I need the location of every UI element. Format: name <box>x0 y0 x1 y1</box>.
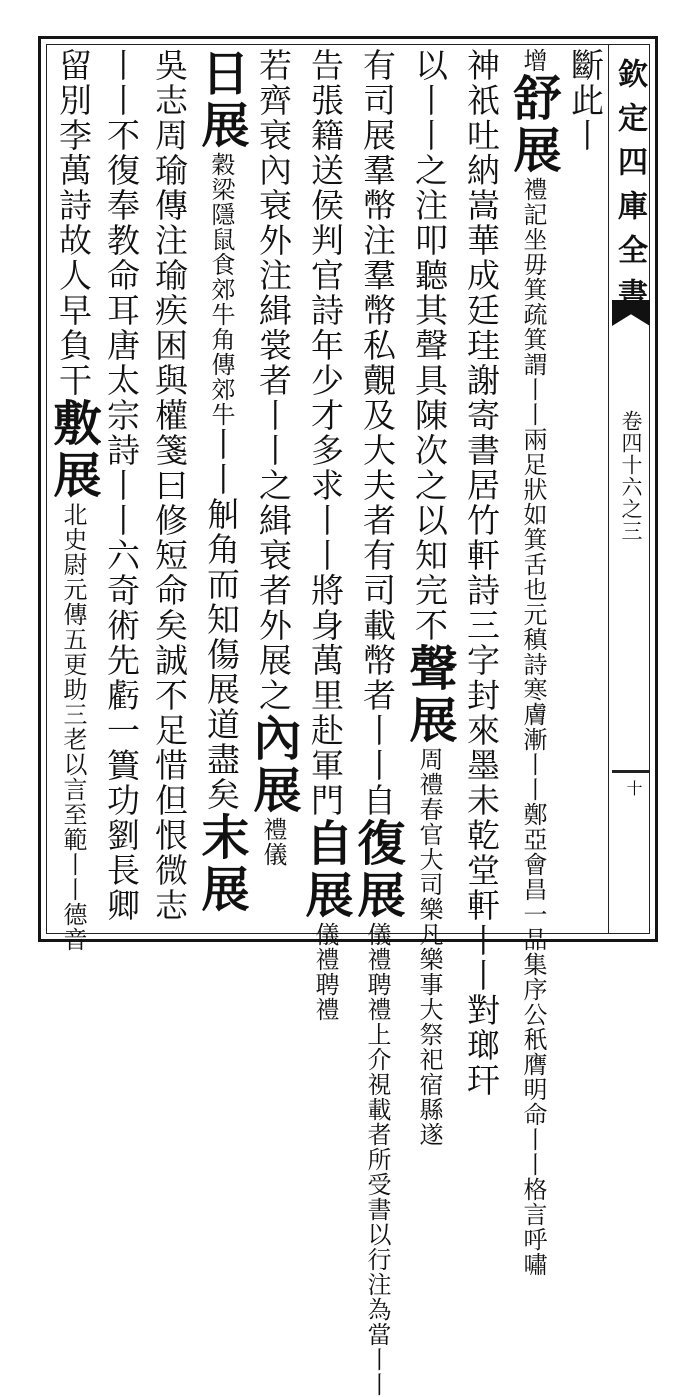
column-text: 斷此丨 <box>566 48 605 153</box>
entry-commentary: 周禮春官大司樂凡樂事大祭祀宿縣遂 <box>415 747 443 1147</box>
column-text: 丨丨觓角而知傷展道盡矣 <box>202 427 241 812</box>
column-text: 若齊衰內衰外注緝裳者丨丨之緝衰者外展之 <box>254 48 293 713</box>
text-column <box>144 48 194 928</box>
entry-commentary: 禮記坐毋箕疏箕謂丨丨兩足狀如箕舌也元稹詩寒膚漸丨丨鄭亞會昌一品集序公秖膺明命丨丨格言呼嘯 <box>519 177 547 1277</box>
text-column <box>96 48 146 928</box>
column-text: 有司展羣幣注羣幣私覿及大夫者有司載幣者丨丨自 <box>358 48 397 818</box>
column-text: 神祇吐納嵩華成廷珪謝寄書居竹軒詩三字封來墨未乾堂軒丨丨對瑯玕 <box>462 48 501 1098</box>
text-column <box>456 48 506 1098</box>
text-column <box>505 48 561 1277</box>
entry-commentary: 穀梁隱鼠食郊牛角傳郊牛 <box>207 152 235 427</box>
entry-commentary: 儀禮聘禮 <box>311 922 339 1022</box>
entry-headword: 末展 <box>193 812 249 916</box>
text-column <box>45 48 101 952</box>
column-text: 留別李萬詩故人早負干 <box>54 48 93 398</box>
entry-commentary: 儀禮聘禮上介視載者所受書以行注為當丨丨 <box>363 922 391 1397</box>
entry-commentary: 北史尉元傳五更助三老以言至範丨丨德音 <box>59 502 87 952</box>
entry-commentary: 禮儀 <box>259 817 287 867</box>
text-column <box>401 48 457 1147</box>
column-text: 吳志周瑜傳注瑜疾困與權箋曰修短命矣誠不足惜但恨微志 <box>150 48 189 923</box>
text-column <box>349 48 405 1397</box>
entry-headword: 舒展 <box>505 73 561 177</box>
entry-headword: 敷展 <box>45 398 101 502</box>
column-text: 告張籍送侯判官詩年少才多求丨丨將身萬里赴軍門 <box>306 48 345 818</box>
entry-headword: 自展 <box>297 818 353 922</box>
text-column <box>193 48 249 928</box>
book-title: 欽定四庫全書 <box>612 58 647 322</box>
entry-headword: 聲展 <box>401 643 457 747</box>
volume-label: 卷四十六之三 <box>619 410 643 542</box>
entry-marker: 增 <box>519 48 547 73</box>
text-column <box>245 48 301 928</box>
entry-headword: 復展 <box>349 818 405 922</box>
entry-headword: 日展 <box>193 48 249 152</box>
text-column <box>297 48 353 1022</box>
text-column <box>560 48 610 928</box>
entry-headword: 內展 <box>245 713 301 817</box>
fishtail-rule <box>612 770 650 773</box>
page-number: 十 <box>624 780 643 796</box>
column-text: 以丨丨之注叩聽其聲具陳次之以知完不 <box>410 48 449 643</box>
column-text: 丨丨不復奉教命耳唐太宗詩丨丨六奇術先虧一簣功劉長卿 <box>102 48 141 923</box>
